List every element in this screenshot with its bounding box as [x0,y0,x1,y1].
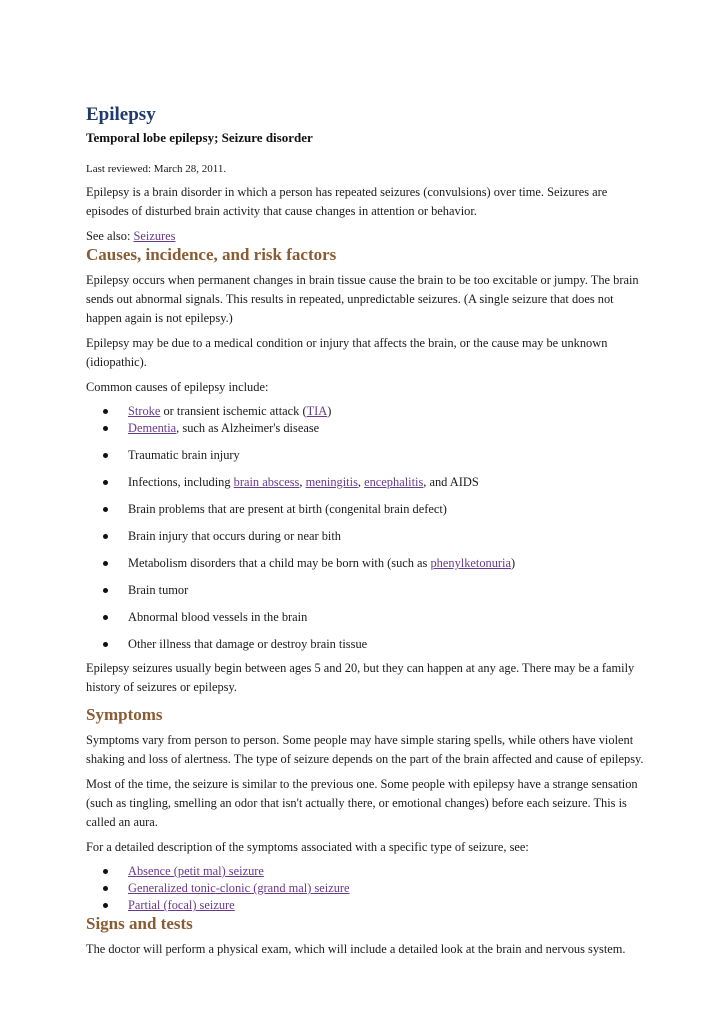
stroke-link[interactable]: Stroke [128,404,161,418]
list-item [86,474,651,491]
list-item [86,880,651,897]
list-item: Traumatic brain injury [86,447,651,464]
list-item: Brain tumor [86,582,651,599]
symptoms-paragraph-2: Most of the time, the seizure is similar to the previous one. Some people with epilepsy have a strange sensation (such as tingling, smelling an odor that isn't actually there, or emotional changes) before each seizure. This is called an aura. [86,777,638,829]
list-text: Metabolism disorders that a child may be born with (such as [128,556,431,570]
causes-paragraph-1: Epilepsy occurs when permanent changes in brain tissue cause the brain to be too excitable or jumpy. The brain sends out abnormal signals. This results in repeated, unpredictable seizures. (A single seizure that does not happen again is not epilepsy.) [86,273,639,325]
list-item [86,420,651,437]
partial-seizure-link[interactable]: Partial (focal) seizure [128,898,235,912]
tia-link[interactable]: TIA [306,404,328,418]
list-item: Other illness that damage or destroy brain tissue [86,636,651,653]
causes-heading: Causes, incidence, and risk factors [86,245,337,264]
intro-paragraph: Epilepsy is a brain disorder in which a person has repeated seizures (convulsions) over time. Seizures are episodes of disturbed brain activity that cause changes in attention or behavior. [86,185,608,218]
seizures-link[interactable]: Seizures [133,229,176,243]
brain-abscess-link[interactable]: brain abscess [233,475,300,489]
signs-heading: Signs and tests [86,914,193,933]
list-text: Infections, including [128,475,234,489]
list-item: Brain injury that occurs during or near bith [86,528,651,545]
list-item [86,403,651,420]
page-subtitle: Temporal lobe epilepsy; Seizure disorder [86,130,313,145]
causes-paragraph-3: Common causes of epilepsy include: [86,380,269,394]
list-text: , [357,475,365,489]
list-text: or transient ischemic attack ( [160,404,307,418]
list-item [86,863,651,880]
causes-paragraph-4: Epilepsy seizures usually begin between ages 5 and 20, but they can happen at any age. There may be a family history of seizures or epilepsy. [86,661,635,694]
list-text: , [299,475,306,489]
list-item: Abnormal blood vessels in the brain [86,609,651,626]
list-item [86,555,651,572]
tonic-clonic-seizure-link[interactable]: Generalized tonic-clonic (grand mal) seizure [128,881,350,895]
see-also [86,227,651,246]
symptoms-paragraph-1: Symptoms vary from person to person. Some people may have simple staring spells, while others have violent shaking and loss of alertness. The type of seizure depends on the part of the brain affected and cause of epilepsy. [86,733,644,766]
symptoms-paragraph-3: For a detailed description of the symptoms associated with a specific type of seizure, see: [86,840,529,854]
phenylketonuria-link[interactable]: phenylketonuria [430,556,511,570]
list-text: ) [327,404,332,418]
list-text: , and AIDS [423,475,479,489]
signs-paragraph-1: The doctor will perform a physical exam, which will include a detailed look at the brain and nervous system. [86,942,626,956]
see-also-label: See also: [86,229,134,243]
causes-list [86,403,651,653]
meningitis-link[interactable]: meningitis [305,475,358,489]
list-item: Brain problems that are present at birth (congenital brain defect) [86,501,651,518]
list-text: ) [511,556,516,570]
causes-paragraph-2: Epilepsy may be due to a medical condition or injury that affects the brain, or the cause may be unknown (idiopathic). [86,336,608,369]
symptoms-heading: Symptoms [86,705,163,724]
absence-seizure-link[interactable]: Absence (petit mal) seizure [128,864,264,878]
article [86,104,651,959]
page-title: Epilepsy [86,104,156,125]
dementia-link[interactable]: Dementia [128,421,177,435]
encephalitis-link[interactable]: encephalitis [364,475,424,489]
list-item [86,897,651,914]
list-text: , such as Alzheimer's disease [176,421,320,435]
last-reviewed: Last reviewed: March 28, 2011. [86,163,227,175]
seizure-types-list [86,863,651,914]
